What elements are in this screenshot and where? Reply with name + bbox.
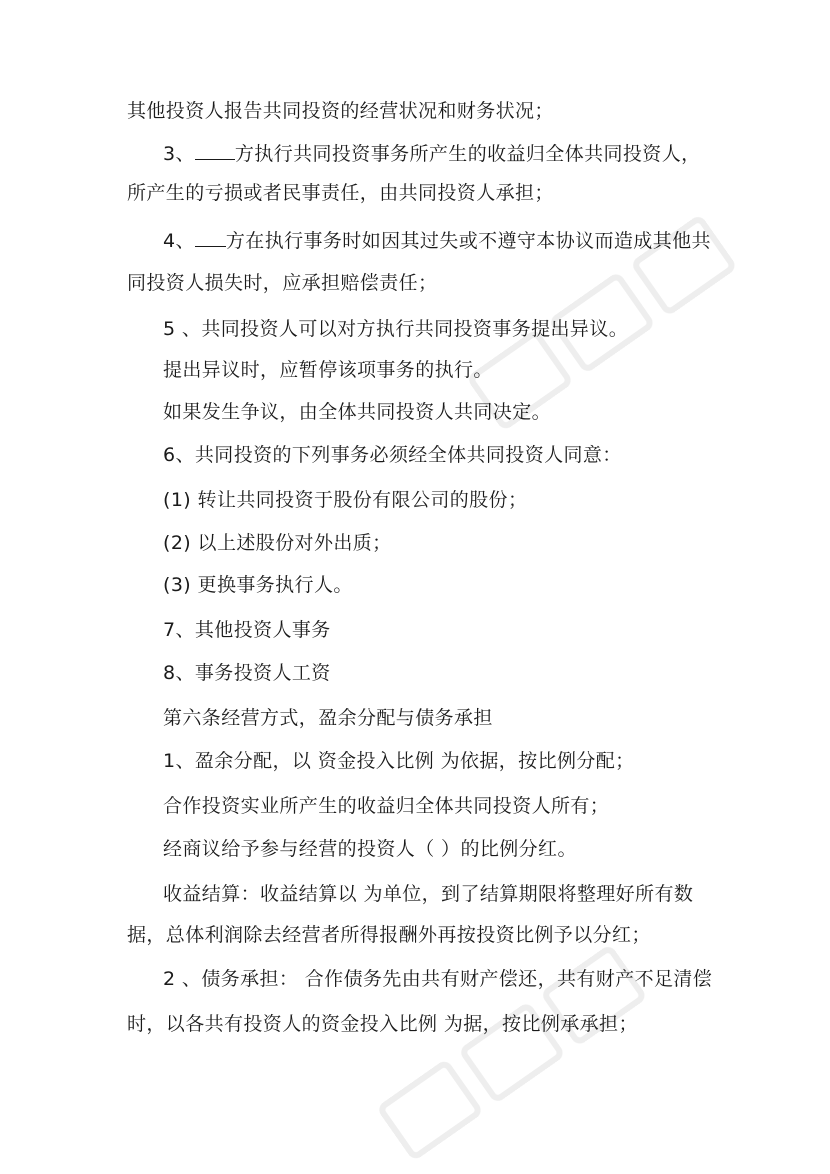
- paragraph-line: 8、事务投资人工资: [163, 662, 331, 684]
- paragraph-line: 其他投资人报告共同投资的经营状况和财务状况；: [127, 100, 554, 122]
- paragraph-line: 提出异议时，应暂停该项事务的执行。: [163, 359, 493, 381]
- paragraph-line: (2) 以上述股份对外出质；: [163, 532, 392, 554]
- paragraph-line: 7、其他投资人事务: [163, 619, 331, 641]
- paragraph-line: (3) 更换事务执行人。: [163, 574, 353, 596]
- section-heading: 第六条经营方式，盈余分配与债务承担: [163, 707, 493, 729]
- paragraph-line: 5 、共同投资人可以对方执行共同投资事务提出异议。: [163, 318, 629, 340]
- blank-field: [195, 228, 226, 247]
- paragraph-line: 同投资人损失时，应承担赔偿责任；: [127, 272, 438, 294]
- clause-number: 4、: [163, 230, 195, 252]
- paragraph-line: 据，总体利润除去经营者所得报酬外再按投资比例予以分红；: [127, 924, 651, 946]
- paragraph-line: 如果发生争议，由全体共同投资人共同决定。: [163, 401, 552, 423]
- paragraph-line: 1、盈余分配，以 资金投入比例 为依据，按比例分配；: [163, 750, 635, 772]
- paragraph-line: 2 、债务承担： 合作债务先由共有财产偿还，共有财产不足清偿: [163, 968, 713, 990]
- paragraph-line: 所产生的亏损或者民事责任，由共同投资人承担；: [127, 182, 554, 204]
- paragraph-line: (1) 转让共同投资于股份有限公司的股份；: [163, 489, 528, 511]
- paragraph-line: [163, 228, 711, 254]
- clause-text: 方执行共同投资事务所产生的收益归全体共同投资人，: [234, 143, 701, 165]
- paragraph-line: [163, 141, 701, 167]
- paragraph-line: 6、共同投资的下列事务必须经全体共同投资人同意：: [163, 444, 622, 466]
- paragraph-line: 时，以各共有投资人的资金投入比例 为据，按比例承承担；: [127, 1013, 638, 1035]
- paragraph-line: 收益结算：收益结算以 为单位，到了结算期限将整理好所有数: [163, 883, 694, 905]
- paragraph-line: 经商议给予参与经营的投资人（ ）的比例分红。: [163, 838, 577, 860]
- paragraph-line: 合作投资实业所产生的收益归全体共同投资人所有；: [163, 795, 610, 817]
- clause-number: 3、: [163, 143, 195, 165]
- clause-text: 方在执行事务时如因其过失或不遵守本协议而造成其他共: [225, 230, 711, 252]
- blank-field: [195, 141, 235, 160]
